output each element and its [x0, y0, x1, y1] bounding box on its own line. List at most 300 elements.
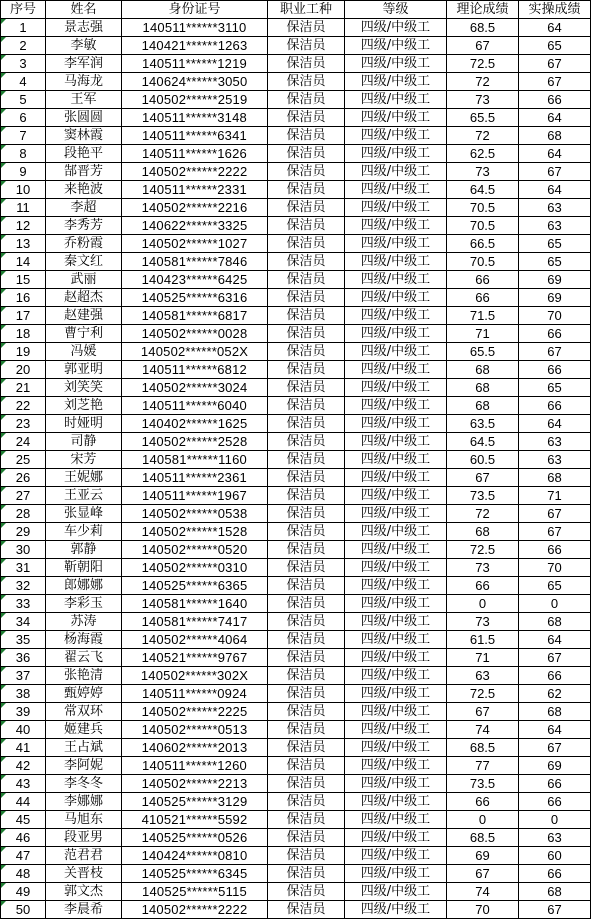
id-number-cell[interactable]: 140581******7846 [122, 253, 268, 271]
theory-score-cell[interactable]: 68 [447, 379, 519, 397]
theory-score-cell[interactable]: 68 [447, 523, 519, 541]
id-number-cell[interactable]: 140602******2013 [122, 739, 268, 757]
name-cell[interactable]: 赵超杰 [46, 289, 122, 307]
practical-score-cell[interactable]: 66 [519, 667, 591, 685]
occupation-cell[interactable]: 保洁员 [268, 685, 345, 703]
id-number-cell[interactable]: 140581******1160 [122, 451, 268, 469]
theory-score-cell[interactable]: 72 [447, 73, 519, 91]
occupation-cell[interactable]: 保洁员 [268, 145, 345, 163]
practical-score-cell[interactable]: 65 [519, 37, 591, 55]
theory-score-cell[interactable]: 66 [447, 793, 519, 811]
seq-cell[interactable]: 20 [1, 361, 46, 379]
id-number-cell[interactable]: 140402******1625 [122, 415, 268, 433]
name-cell[interactable]: 李冬冬 [46, 775, 122, 793]
theory-score-cell[interactable]: 0 [447, 811, 519, 829]
seq-cell[interactable]: 33 [1, 595, 46, 613]
seq-cell[interactable]: 24 [1, 433, 46, 451]
occupation-cell[interactable]: 保洁员 [268, 181, 345, 199]
theory-score-cell[interactable]: 68.5 [447, 19, 519, 37]
seq-cell[interactable]: 29 [1, 523, 46, 541]
level-cell[interactable]: 四级/中级工 [345, 721, 447, 739]
practical-score-cell[interactable]: 66 [519, 325, 591, 343]
name-cell[interactable]: 张圆圆 [46, 109, 122, 127]
id-number-cell[interactable]: 140502******2213 [122, 775, 268, 793]
id-number-cell[interactable]: 140511******0924 [122, 685, 268, 703]
practical-score-cell[interactable]: 67 [519, 163, 591, 181]
theory-score-cell[interactable]: 66.5 [447, 235, 519, 253]
practical-score-cell[interactable]: 60 [519, 847, 591, 865]
id-number-cell[interactable]: 140511******2361 [122, 469, 268, 487]
seq-cell[interactable]: 23 [1, 415, 46, 433]
id-number-cell[interactable]: 140502******2222 [122, 901, 268, 919]
theory-score-cell[interactable]: 71 [447, 325, 519, 343]
id-number-cell[interactable]: 140502******2225 [122, 703, 268, 721]
seq-cell[interactable]: 5 [1, 91, 46, 109]
name-cell[interactable]: 马旭东 [46, 811, 122, 829]
name-cell[interactable]: 窦林霞 [46, 127, 122, 145]
occupation-cell[interactable]: 保洁员 [268, 361, 345, 379]
seq-cell[interactable]: 28 [1, 505, 46, 523]
seq-cell[interactable]: 30 [1, 541, 46, 559]
seq-cell[interactable]: 22 [1, 397, 46, 415]
occupation-cell[interactable]: 保洁员 [268, 433, 345, 451]
seq-cell[interactable]: 11 [1, 199, 46, 217]
practical-score-cell[interactable]: 64 [519, 415, 591, 433]
seq-cell[interactable]: 19 [1, 343, 46, 361]
id-number-cell[interactable]: 140511******1967 [122, 487, 268, 505]
level-cell[interactable]: 四级/中级工 [345, 109, 447, 127]
practical-score-cell[interactable]: 65 [519, 235, 591, 253]
level-cell[interactable]: 四级/中级工 [345, 649, 447, 667]
level-cell[interactable]: 四级/中级工 [345, 343, 447, 361]
practical-score-cell[interactable]: 66 [519, 865, 591, 883]
level-cell[interactable]: 四级/中级工 [345, 487, 447, 505]
header-cell[interactable]: 身份证号 [122, 1, 268, 19]
level-cell[interactable]: 四级/中级工 [345, 865, 447, 883]
theory-score-cell[interactable]: 68.5 [447, 829, 519, 847]
occupation-cell[interactable]: 保洁员 [268, 793, 345, 811]
theory-score-cell[interactable]: 66 [447, 271, 519, 289]
id-number-cell[interactable]: 140511******3148 [122, 109, 268, 127]
name-cell[interactable]: 常双环 [46, 703, 122, 721]
level-cell[interactable]: 四级/中级工 [345, 127, 447, 145]
level-cell[interactable]: 四级/中级工 [345, 829, 447, 847]
theory-score-cell[interactable]: 62.5 [447, 145, 519, 163]
id-number-cell[interactable]: 140525******6365 [122, 577, 268, 595]
theory-score-cell[interactable]: 73 [447, 559, 519, 577]
seq-cell[interactable]: 26 [1, 469, 46, 487]
occupation-cell[interactable]: 保洁员 [268, 37, 345, 55]
name-cell[interactable]: 司静 [46, 433, 122, 451]
theory-score-cell[interactable]: 73 [447, 91, 519, 109]
level-cell[interactable]: 四级/中级工 [345, 253, 447, 271]
practical-score-cell[interactable]: 67 [519, 523, 591, 541]
theory-score-cell[interactable]: 61.5 [447, 631, 519, 649]
theory-score-cell[interactable]: 74 [447, 721, 519, 739]
occupation-cell[interactable]: 保洁员 [268, 19, 345, 37]
seq-cell[interactable]: 49 [1, 883, 46, 901]
level-cell[interactable]: 四级/中级工 [345, 739, 447, 757]
theory-score-cell[interactable]: 66 [447, 577, 519, 595]
name-cell[interactable]: 来艳波 [46, 181, 122, 199]
theory-score-cell[interactable]: 73 [447, 163, 519, 181]
level-cell[interactable]: 四级/中级工 [345, 469, 447, 487]
practical-score-cell[interactable]: 63 [519, 199, 591, 217]
theory-score-cell[interactable]: 73 [447, 613, 519, 631]
level-cell[interactable]: 四级/中级工 [345, 55, 447, 73]
theory-score-cell[interactable]: 65.5 [447, 343, 519, 361]
theory-score-cell[interactable]: 72 [447, 127, 519, 145]
occupation-cell[interactable]: 保洁员 [268, 523, 345, 541]
occupation-cell[interactable]: 保洁员 [268, 649, 345, 667]
name-cell[interactable]: 李军润 [46, 55, 122, 73]
theory-score-cell[interactable]: 63.5 [447, 415, 519, 433]
level-cell[interactable]: 四级/中级工 [345, 19, 447, 37]
occupation-cell[interactable]: 保洁员 [268, 127, 345, 145]
level-cell[interactable]: 四级/中级工 [345, 415, 447, 433]
practical-score-cell[interactable]: 67 [519, 343, 591, 361]
theory-score-cell[interactable]: 71.5 [447, 307, 519, 325]
name-cell[interactable]: 张显峰 [46, 505, 122, 523]
seq-cell[interactable]: 36 [1, 649, 46, 667]
occupation-cell[interactable]: 保洁员 [268, 91, 345, 109]
practical-score-cell[interactable]: 67 [519, 73, 591, 91]
id-number-cell[interactable]: 140502******1027 [122, 235, 268, 253]
occupation-cell[interactable]: 保洁员 [268, 109, 345, 127]
level-cell[interactable]: 四级/中级工 [345, 235, 447, 253]
practical-score-cell[interactable]: 65 [519, 253, 591, 271]
id-number-cell[interactable]: 140421******1263 [122, 37, 268, 55]
id-number-cell[interactable]: 140511******6341 [122, 127, 268, 145]
id-number-cell[interactable]: 140502******2519 [122, 91, 268, 109]
level-cell[interactable]: 四级/中级工 [345, 163, 447, 181]
name-cell[interactable]: 刘笑笑 [46, 379, 122, 397]
name-cell[interactable]: 李秀芳 [46, 217, 122, 235]
header-cell[interactable]: 实操成绩 [519, 1, 591, 19]
level-cell[interactable]: 四级/中级工 [345, 73, 447, 91]
theory-score-cell[interactable]: 0 [447, 595, 519, 613]
theory-score-cell[interactable]: 67 [447, 703, 519, 721]
theory-score-cell[interactable]: 68 [447, 361, 519, 379]
theory-score-cell[interactable]: 67 [447, 37, 519, 55]
occupation-cell[interactable]: 保洁员 [268, 307, 345, 325]
name-cell[interactable]: 郭亚明 [46, 361, 122, 379]
seq-cell[interactable]: 10 [1, 181, 46, 199]
id-number-cell[interactable]: 140424******0810 [122, 847, 268, 865]
level-cell[interactable]: 四级/中级工 [345, 397, 447, 415]
occupation-cell[interactable]: 保洁员 [268, 613, 345, 631]
theory-score-cell[interactable]: 63 [447, 667, 519, 685]
theory-score-cell[interactable]: 72 [447, 505, 519, 523]
level-cell[interactable]: 四级/中级工 [345, 37, 447, 55]
practical-score-cell[interactable]: 70 [519, 559, 591, 577]
theory-score-cell[interactable]: 60.5 [447, 451, 519, 469]
id-number-cell[interactable]: 140511******3110 [122, 19, 268, 37]
seq-cell[interactable]: 45 [1, 811, 46, 829]
id-number-cell[interactable]: 140502******0310 [122, 559, 268, 577]
theory-score-cell[interactable]: 72.5 [447, 55, 519, 73]
id-number-cell[interactable]: 140502******3024 [122, 379, 268, 397]
theory-score-cell[interactable]: 72.5 [447, 685, 519, 703]
seq-cell[interactable]: 13 [1, 235, 46, 253]
level-cell[interactable]: 四级/中级工 [345, 91, 447, 109]
practical-score-cell[interactable]: 65 [519, 379, 591, 397]
id-number-cell[interactable]: 140502******2528 [122, 433, 268, 451]
seq-cell[interactable]: 38 [1, 685, 46, 703]
practical-score-cell[interactable]: 63 [519, 451, 591, 469]
id-number-cell[interactable]: 140502******0513 [122, 721, 268, 739]
level-cell[interactable]: 四级/中级工 [345, 541, 447, 559]
occupation-cell[interactable]: 保洁员 [268, 379, 345, 397]
level-cell[interactable]: 四级/中级工 [345, 703, 447, 721]
seq-cell[interactable]: 7 [1, 127, 46, 145]
practical-score-cell[interactable]: 69 [519, 271, 591, 289]
level-cell[interactable]: 四级/中级工 [345, 271, 447, 289]
occupation-cell[interactable]: 保洁员 [268, 217, 345, 235]
name-cell[interactable]: 张艳清 [46, 667, 122, 685]
theory-score-cell[interactable]: 70.5 [447, 217, 519, 235]
level-cell[interactable]: 四级/中级工 [345, 757, 447, 775]
level-cell[interactable]: 四级/中级工 [345, 847, 447, 865]
seq-cell[interactable]: 46 [1, 829, 46, 847]
name-cell[interactable]: 苏涛 [46, 613, 122, 631]
practical-score-cell[interactable]: 68 [519, 883, 591, 901]
level-cell[interactable]: 四级/中级工 [345, 685, 447, 703]
practical-score-cell[interactable]: 67 [519, 505, 591, 523]
id-number-cell[interactable]: 140511******6040 [122, 397, 268, 415]
practical-score-cell[interactable]: 68 [519, 127, 591, 145]
practical-score-cell[interactable]: 64 [519, 19, 591, 37]
occupation-cell[interactable]: 保洁员 [268, 595, 345, 613]
name-cell[interactable]: 刘芝艳 [46, 397, 122, 415]
practical-score-cell[interactable]: 67 [519, 901, 591, 919]
practical-score-cell[interactable]: 66 [519, 91, 591, 109]
seq-cell[interactable]: 9 [1, 163, 46, 181]
level-cell[interactable]: 四级/中级工 [345, 307, 447, 325]
seq-cell[interactable]: 1 [1, 19, 46, 37]
seq-cell[interactable]: 40 [1, 721, 46, 739]
practical-score-cell[interactable]: 65 [519, 577, 591, 595]
name-cell[interactable]: 秦文红 [46, 253, 122, 271]
seq-cell[interactable]: 32 [1, 577, 46, 595]
occupation-cell[interactable]: 保洁员 [268, 397, 345, 415]
practical-score-cell[interactable]: 69 [519, 757, 591, 775]
id-number-cell[interactable]: 410521******5592 [122, 811, 268, 829]
level-cell[interactable]: 四级/中级工 [345, 775, 447, 793]
name-cell[interactable]: 马海龙 [46, 73, 122, 91]
name-cell[interactable]: 武丽 [46, 271, 122, 289]
id-number-cell[interactable]: 140502******4064 [122, 631, 268, 649]
level-cell[interactable]: 四级/中级工 [345, 577, 447, 595]
practical-score-cell[interactable]: 71 [519, 487, 591, 505]
occupation-cell[interactable]: 保洁员 [268, 667, 345, 685]
practical-score-cell[interactable]: 0 [519, 811, 591, 829]
theory-score-cell[interactable]: 77 [447, 757, 519, 775]
seq-cell[interactable]: 17 [1, 307, 46, 325]
level-cell[interactable]: 四级/中级工 [345, 613, 447, 631]
header-cell[interactable]: 序号 [1, 1, 46, 19]
occupation-cell[interactable]: 保洁员 [268, 55, 345, 73]
theory-score-cell[interactable]: 66 [447, 289, 519, 307]
name-cell[interactable]: 郜晋芳 [46, 163, 122, 181]
name-cell[interactable]: 甄婷婷 [46, 685, 122, 703]
id-number-cell[interactable]: 140525******3129 [122, 793, 268, 811]
level-cell[interactable]: 四级/中级工 [345, 199, 447, 217]
theory-score-cell[interactable]: 68.5 [447, 739, 519, 757]
id-number-cell[interactable]: 140622******3325 [122, 217, 268, 235]
level-cell[interactable]: 四级/中级工 [345, 523, 447, 541]
occupation-cell[interactable]: 保洁员 [268, 811, 345, 829]
theory-score-cell[interactable]: 64.5 [447, 433, 519, 451]
level-cell[interactable]: 四级/中级工 [345, 145, 447, 163]
theory-score-cell[interactable]: 70.5 [447, 253, 519, 271]
level-cell[interactable]: 四级/中级工 [345, 361, 447, 379]
occupation-cell[interactable]: 保洁员 [268, 559, 345, 577]
name-cell[interactable]: 王妮娜 [46, 469, 122, 487]
name-cell[interactable]: 关晋枝 [46, 865, 122, 883]
theory-score-cell[interactable]: 73.5 [447, 487, 519, 505]
level-cell[interactable]: 四级/中级工 [345, 595, 447, 613]
name-cell[interactable]: 李娜娜 [46, 793, 122, 811]
seq-cell[interactable]: 25 [1, 451, 46, 469]
id-number-cell[interactable]: 140581******1640 [122, 595, 268, 613]
id-number-cell[interactable]: 140511******1219 [122, 55, 268, 73]
header-cell[interactable]: 姓名 [46, 1, 122, 19]
practical-score-cell[interactable]: 64 [519, 721, 591, 739]
id-number-cell[interactable]: 140525******5115 [122, 883, 268, 901]
occupation-cell[interactable]: 保洁员 [268, 469, 345, 487]
id-number-cell[interactable]: 140581******6817 [122, 307, 268, 325]
name-cell[interactable]: 李敏 [46, 37, 122, 55]
id-number-cell[interactable]: 140502******0520 [122, 541, 268, 559]
seq-cell[interactable]: 47 [1, 847, 46, 865]
theory-score-cell[interactable]: 67 [447, 469, 519, 487]
name-cell[interactable]: 靳朝阳 [46, 559, 122, 577]
theory-score-cell[interactable]: 70 [447, 901, 519, 919]
theory-score-cell[interactable]: 67 [447, 865, 519, 883]
level-cell[interactable]: 四级/中级工 [345, 901, 447, 919]
practical-score-cell[interactable]: 63 [519, 829, 591, 847]
seq-cell[interactable]: 15 [1, 271, 46, 289]
practical-score-cell[interactable]: 0 [519, 595, 591, 613]
seq-cell[interactable]: 14 [1, 253, 46, 271]
name-cell[interactable]: 冯媛 [46, 343, 122, 361]
practical-score-cell[interactable]: 64 [519, 109, 591, 127]
occupation-cell[interactable]: 保洁员 [268, 487, 345, 505]
id-number-cell[interactable]: 140511******2331 [122, 181, 268, 199]
theory-score-cell[interactable]: 65.5 [447, 109, 519, 127]
level-cell[interactable]: 四级/中级工 [345, 667, 447, 685]
practical-score-cell[interactable]: 68 [519, 469, 591, 487]
theory-score-cell[interactable]: 71 [447, 649, 519, 667]
name-cell[interactable]: 翟云飞 [46, 649, 122, 667]
practical-score-cell[interactable]: 63 [519, 217, 591, 235]
practical-score-cell[interactable]: 67 [519, 55, 591, 73]
practical-score-cell[interactable]: 69 [519, 289, 591, 307]
practical-score-cell[interactable]: 67 [519, 739, 591, 757]
id-number-cell[interactable]: 140581******7417 [122, 613, 268, 631]
name-cell[interactable]: 郎娜娜 [46, 577, 122, 595]
id-number-cell[interactable]: 140502******2222 [122, 163, 268, 181]
seq-cell[interactable]: 2 [1, 37, 46, 55]
id-number-cell[interactable]: 140525******6316 [122, 289, 268, 307]
name-cell[interactable]: 杨海霞 [46, 631, 122, 649]
name-cell[interactable]: 王军 [46, 91, 122, 109]
name-cell[interactable]: 时娅明 [46, 415, 122, 433]
practical-score-cell[interactable]: 64 [519, 631, 591, 649]
practical-score-cell[interactable]: 70 [519, 307, 591, 325]
header-cell[interactable]: 等级 [345, 1, 447, 19]
occupation-cell[interactable]: 保洁员 [268, 703, 345, 721]
id-number-cell[interactable]: 140502******0538 [122, 505, 268, 523]
name-cell[interactable]: 王亚云 [46, 487, 122, 505]
practical-score-cell[interactable]: 63 [519, 433, 591, 451]
name-cell[interactable]: 李超 [46, 199, 122, 217]
occupation-cell[interactable]: 保洁员 [268, 235, 345, 253]
id-number-cell[interactable]: 140423******6425 [122, 271, 268, 289]
level-cell[interactable]: 四级/中级工 [345, 181, 447, 199]
occupation-cell[interactable]: 保洁员 [268, 505, 345, 523]
occupation-cell[interactable]: 保洁员 [268, 631, 345, 649]
occupation-cell[interactable]: 保洁员 [268, 865, 345, 883]
id-number-cell[interactable]: 140502******302X [122, 667, 268, 685]
seq-cell[interactable]: 50 [1, 901, 46, 919]
level-cell[interactable]: 四级/中级工 [345, 631, 447, 649]
practical-score-cell[interactable]: 66 [519, 361, 591, 379]
id-number-cell[interactable]: 140502******052X [122, 343, 268, 361]
level-cell[interactable]: 四级/中级工 [345, 505, 447, 523]
occupation-cell[interactable]: 保洁员 [268, 271, 345, 289]
occupation-cell[interactable]: 保洁员 [268, 721, 345, 739]
name-cell[interactable]: 段亚男 [46, 829, 122, 847]
name-cell[interactable]: 曹宁利 [46, 325, 122, 343]
practical-score-cell[interactable]: 62 [519, 685, 591, 703]
seq-cell[interactable]: 16 [1, 289, 46, 307]
name-cell[interactable]: 李晨希 [46, 901, 122, 919]
theory-score-cell[interactable]: 68 [447, 397, 519, 415]
name-cell[interactable]: 郭静 [46, 541, 122, 559]
occupation-cell[interactable]: 保洁员 [268, 577, 345, 595]
theory-score-cell[interactable]: 74 [447, 883, 519, 901]
seq-cell[interactable]: 48 [1, 865, 46, 883]
name-cell[interactable]: 姬建兵 [46, 721, 122, 739]
occupation-cell[interactable]: 保洁员 [268, 775, 345, 793]
theory-score-cell[interactable]: 72.5 [447, 541, 519, 559]
occupation-cell[interactable]: 保洁员 [268, 739, 345, 757]
name-cell[interactable]: 乔粉霞 [46, 235, 122, 253]
occupation-cell[interactable]: 保洁员 [268, 847, 345, 865]
name-cell[interactable]: 李彩玉 [46, 595, 122, 613]
id-number-cell[interactable]: 140511******1626 [122, 145, 268, 163]
seq-cell[interactable]: 6 [1, 109, 46, 127]
seq-cell[interactable]: 35 [1, 631, 46, 649]
id-number-cell[interactable]: 140502******2216 [122, 199, 268, 217]
id-number-cell[interactable]: 140511******6812 [122, 361, 268, 379]
header-cell[interactable]: 职业工种 [268, 1, 345, 19]
name-cell[interactable]: 景志强 [46, 19, 122, 37]
seq-cell[interactable]: 21 [1, 379, 46, 397]
level-cell[interactable]: 四级/中级工 [345, 379, 447, 397]
occupation-cell[interactable]: 保洁员 [268, 163, 345, 181]
header-cell[interactable]: 理论成绩 [447, 1, 519, 19]
level-cell[interactable]: 四级/中级工 [345, 793, 447, 811]
occupation-cell[interactable]: 保洁员 [268, 73, 345, 91]
seq-cell[interactable]: 8 [1, 145, 46, 163]
seq-cell[interactable]: 31 [1, 559, 46, 577]
seq-cell[interactable]: 43 [1, 775, 46, 793]
seq-cell[interactable]: 39 [1, 703, 46, 721]
name-cell[interactable]: 宋芳 [46, 451, 122, 469]
